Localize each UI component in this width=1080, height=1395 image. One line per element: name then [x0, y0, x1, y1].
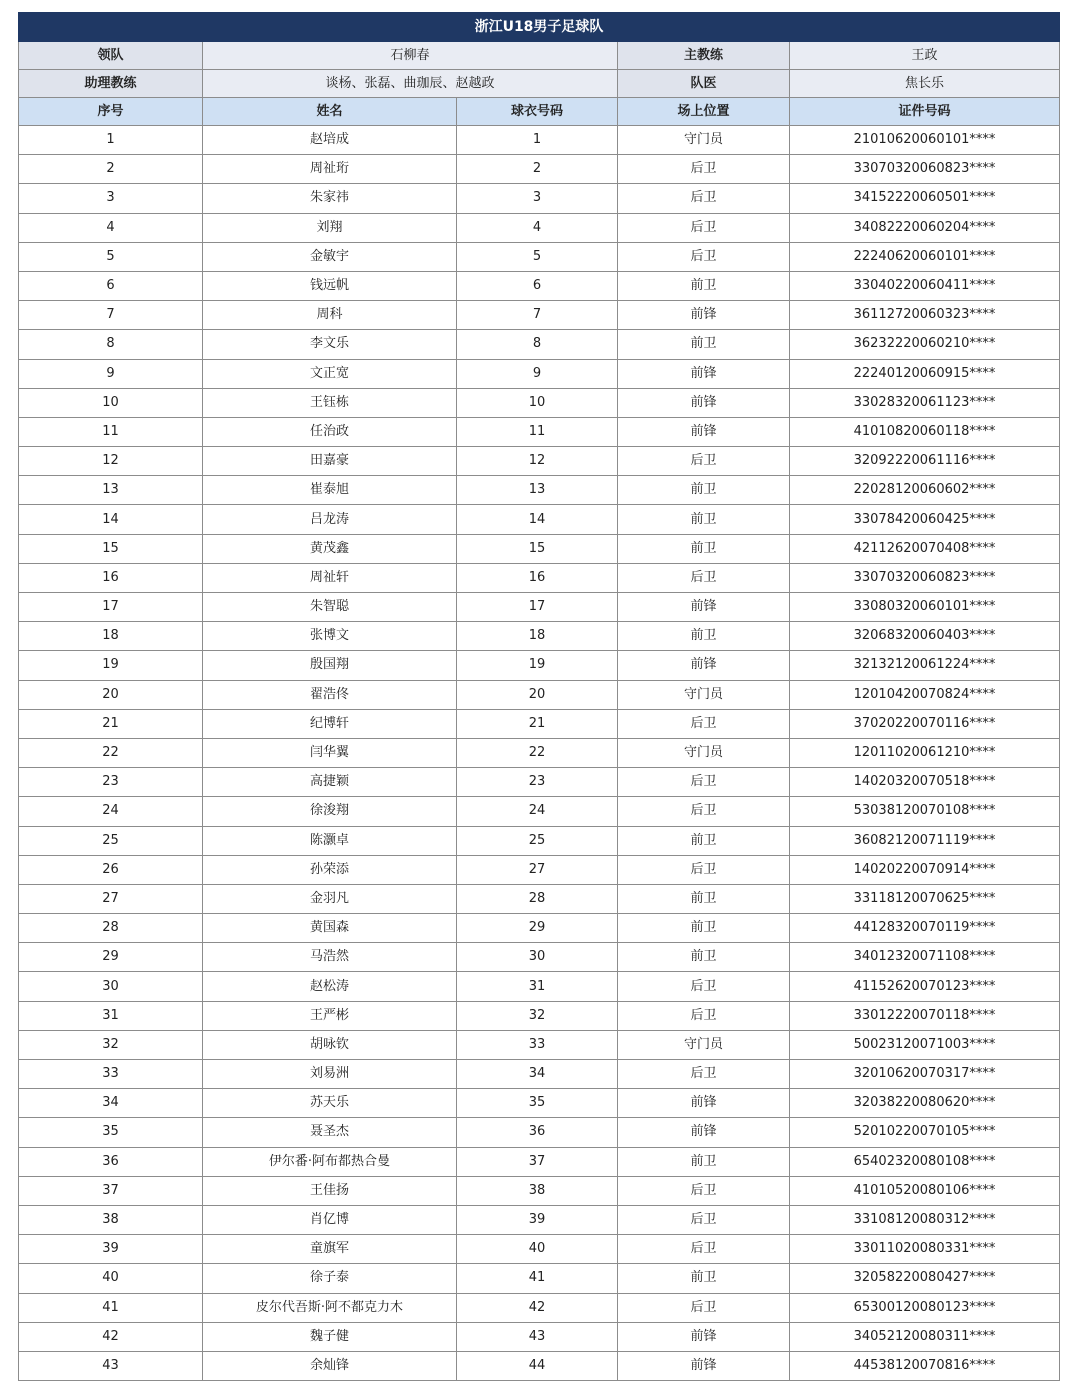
cell-jersey: 21: [457, 709, 618, 738]
table-row: [19, 301, 1060, 330]
cell-name: 金羽凡: [203, 884, 457, 913]
cell-jersey: 31: [457, 972, 618, 1001]
table-title: 浙江U18男子足球队: [19, 13, 1060, 42]
cell-index: 40: [19, 1264, 203, 1293]
cell-name: 孙荣添: [203, 855, 457, 884]
cell-name: 胡咏钦: [203, 1030, 457, 1059]
table-row: [19, 943, 1060, 972]
cell-position: 守门员: [618, 738, 790, 767]
cell-name: 陈灏卓: [203, 826, 457, 855]
cell-name: 徐浚翔: [203, 797, 457, 826]
cell-position: 前卫: [618, 534, 790, 563]
cell-name: 朱家祎: [203, 184, 457, 213]
cell-name: 徐子泰: [203, 1264, 457, 1293]
head-coach-value: 王政: [790, 42, 1060, 70]
cell-id-number: 33080320060101****: [790, 593, 1060, 622]
cell-jersey: 33: [457, 1030, 618, 1059]
cell-id-number: 36232220060210****: [790, 330, 1060, 359]
table-row: [19, 738, 1060, 767]
table-row: [19, 651, 1060, 680]
cell-position: 前卫: [618, 943, 790, 972]
table-row: [19, 563, 1060, 592]
cell-index: 31: [19, 1001, 203, 1030]
table-row: [19, 1264, 1060, 1293]
table-row: [19, 184, 1060, 213]
cell-jersey: 9: [457, 359, 618, 388]
doctor-label: 队医: [618, 70, 790, 98]
cell-index: 12: [19, 447, 203, 476]
table-row: [19, 1060, 1060, 1089]
cell-index: 3: [19, 184, 203, 213]
cell-position: 前卫: [618, 1264, 790, 1293]
cell-id-number: 65300120080123****: [790, 1293, 1060, 1322]
cell-name: 皮尔代吾斯·阿不都克力木: [203, 1293, 457, 1322]
table-row: [19, 797, 1060, 826]
cell-position: 前卫: [618, 914, 790, 943]
col-header-name: 姓名: [203, 98, 457, 126]
cell-jersey: 25: [457, 826, 618, 855]
cell-jersey: 8: [457, 330, 618, 359]
cell-name: 朱智聪: [203, 593, 457, 622]
cell-name: 周祉珩: [203, 155, 457, 184]
table-row: [19, 1322, 1060, 1351]
cell-id-number: 12011020061210****: [790, 738, 1060, 767]
cell-position: 后卫: [618, 1293, 790, 1322]
table-row: [19, 1089, 1060, 1118]
cell-jersey: 41: [457, 1264, 618, 1293]
cell-id-number: 22240620060101****: [790, 242, 1060, 271]
table-row: [19, 1235, 1060, 1264]
staff-row-assistant: [19, 70, 1060, 98]
cell-name: 纪博轩: [203, 709, 457, 738]
cell-id-number: 34052120080311****: [790, 1322, 1060, 1351]
table-row: [19, 680, 1060, 709]
cell-id-number: 44128320070119****: [790, 914, 1060, 943]
assistant-value: 谈杨、张磊、曲珈辰、赵越政: [203, 70, 618, 98]
table-row: [19, 242, 1060, 271]
cell-name: 文正宽: [203, 359, 457, 388]
table-row: [19, 330, 1060, 359]
cell-id-number: 36112720060323****: [790, 301, 1060, 330]
column-header-row: [19, 98, 1060, 126]
head-coach-label: 主教练: [618, 42, 790, 70]
staff-row-leader: [19, 42, 1060, 70]
cell-index: 17: [19, 593, 203, 622]
cell-index: 8: [19, 330, 203, 359]
cell-position: 后卫: [618, 242, 790, 271]
cell-position: 前卫: [618, 1147, 790, 1176]
leader-value: 石柳春: [203, 42, 618, 70]
cell-jersey: 6: [457, 271, 618, 300]
cell-position: 前卫: [618, 622, 790, 651]
cell-id-number: 41010520080106****: [790, 1176, 1060, 1205]
table-row: [19, 914, 1060, 943]
table-row: [19, 417, 1060, 446]
cell-position: 前锋: [618, 359, 790, 388]
cell-name: 闫华翼: [203, 738, 457, 767]
table-row: [19, 1176, 1060, 1205]
cell-position: 后卫: [618, 768, 790, 797]
cell-jersey: 36: [457, 1118, 618, 1147]
cell-id-number: 33118120070625****: [790, 884, 1060, 913]
cell-index: 30: [19, 972, 203, 1001]
cell-position: 前锋: [618, 301, 790, 330]
cell-jersey: 1: [457, 126, 618, 155]
cell-jersey: 35: [457, 1089, 618, 1118]
cell-id-number: 37020220070116****: [790, 709, 1060, 738]
cell-name: 殷国翔: [203, 651, 457, 680]
table-row: [19, 855, 1060, 884]
cell-position: 后卫: [618, 1235, 790, 1264]
cell-id-number: 44538120070816****: [790, 1351, 1060, 1380]
cell-id-number: 65402320080108****: [790, 1147, 1060, 1176]
cell-index: 1: [19, 126, 203, 155]
title-row: [19, 13, 1060, 42]
col-header-position: 场上位置: [618, 98, 790, 126]
cell-id-number: 33108120080312****: [790, 1205, 1060, 1234]
table-row: [19, 709, 1060, 738]
cell-jersey: 19: [457, 651, 618, 680]
cell-position: 前锋: [618, 1322, 790, 1351]
cell-id-number: 53038120070108****: [790, 797, 1060, 826]
cell-jersey: 14: [457, 505, 618, 534]
cell-index: 15: [19, 534, 203, 563]
roster-body: [19, 13, 1060, 1381]
cell-id-number: 41152620070123****: [790, 972, 1060, 1001]
cell-position: 守门员: [618, 126, 790, 155]
table-row: [19, 826, 1060, 855]
table-row: [19, 213, 1060, 242]
cell-position: 后卫: [618, 1001, 790, 1030]
cell-position: 前锋: [618, 388, 790, 417]
table-row: [19, 622, 1060, 651]
cell-jersey: 22: [457, 738, 618, 767]
cell-name: 钱远帆: [203, 271, 457, 300]
cell-id-number: 33070320060823****: [790, 155, 1060, 184]
cell-jersey: 11: [457, 417, 618, 446]
cell-index: 24: [19, 797, 203, 826]
cell-name: 黄国森: [203, 914, 457, 943]
cell-id-number: 22240120060915****: [790, 359, 1060, 388]
cell-name: 周祉轩: [203, 563, 457, 592]
cell-id-number: 32010620070317****: [790, 1060, 1060, 1089]
cell-index: 35: [19, 1118, 203, 1147]
table-row: [19, 534, 1060, 563]
table-row: [19, 271, 1060, 300]
cell-name: 赵松涛: [203, 972, 457, 1001]
cell-jersey: 18: [457, 622, 618, 651]
cell-index: 32: [19, 1030, 203, 1059]
cell-index: 34: [19, 1089, 203, 1118]
col-header-jersey: 球衣号码: [457, 98, 618, 126]
cell-id-number: 32068320060403****: [790, 622, 1060, 651]
cell-id-number: 14020320070518****: [790, 768, 1060, 797]
cell-jersey: 40: [457, 1235, 618, 1264]
cell-position: 后卫: [618, 797, 790, 826]
table-row: [19, 972, 1060, 1001]
cell-id-number: 33012220070118****: [790, 1001, 1060, 1030]
cell-index: 23: [19, 768, 203, 797]
cell-name: 马浩然: [203, 943, 457, 972]
cell-name: 魏子健: [203, 1322, 457, 1351]
cell-jersey: 38: [457, 1176, 618, 1205]
table-row: [19, 1030, 1060, 1059]
cell-name: 伊尔番·阿布都热合曼: [203, 1147, 457, 1176]
cell-position: 后卫: [618, 184, 790, 213]
cell-id-number: 22028120060602****: [790, 476, 1060, 505]
cell-jersey: 12: [457, 447, 618, 476]
cell-jersey: 20: [457, 680, 618, 709]
cell-index: 5: [19, 242, 203, 271]
cell-name: 聂圣杰: [203, 1118, 457, 1147]
cell-index: 22: [19, 738, 203, 767]
cell-jersey: 5: [457, 242, 618, 271]
col-header-id: 证件号码: [790, 98, 1060, 126]
cell-id-number: 33028320061123****: [790, 388, 1060, 417]
table-row: [19, 359, 1060, 388]
table-row: [19, 1351, 1060, 1380]
cell-id-number: 33011020080331****: [790, 1235, 1060, 1264]
cell-name: 赵培成: [203, 126, 457, 155]
cell-name: 肖亿博: [203, 1205, 457, 1234]
cell-index: 26: [19, 855, 203, 884]
table-row: [19, 884, 1060, 913]
cell-index: 28: [19, 914, 203, 943]
cell-jersey: 43: [457, 1322, 618, 1351]
cell-jersey: 30: [457, 943, 618, 972]
cell-name: 王钰栋: [203, 388, 457, 417]
cell-position: 守门员: [618, 1030, 790, 1059]
cell-position: 前锋: [618, 1089, 790, 1118]
cell-jersey: 16: [457, 563, 618, 592]
cell-name: 李文乐: [203, 330, 457, 359]
cell-position: 后卫: [618, 447, 790, 476]
table-row: [19, 768, 1060, 797]
cell-index: 27: [19, 884, 203, 913]
cell-position: 后卫: [618, 855, 790, 884]
cell-name: 黄茂鑫: [203, 534, 457, 563]
table-row: [19, 126, 1060, 155]
cell-id-number: 33078420060425****: [790, 505, 1060, 534]
cell-jersey: 27: [457, 855, 618, 884]
cell-jersey: 3: [457, 184, 618, 213]
cell-index: 14: [19, 505, 203, 534]
cell-jersey: 23: [457, 768, 618, 797]
cell-index: 19: [19, 651, 203, 680]
table-row: [19, 505, 1060, 534]
cell-index: 11: [19, 417, 203, 446]
cell-name: 田嘉豪: [203, 447, 457, 476]
cell-name: 王佳扬: [203, 1176, 457, 1205]
cell-index: 4: [19, 213, 203, 242]
cell-position: 后卫: [618, 709, 790, 738]
table-row: [19, 1205, 1060, 1234]
cell-position: 前锋: [618, 417, 790, 446]
assistant-label: 助理教练: [19, 70, 203, 98]
cell-id-number: 34012320071108****: [790, 943, 1060, 972]
cell-position: 后卫: [618, 1176, 790, 1205]
table-row: [19, 1118, 1060, 1147]
cell-id-number: 34152220060501****: [790, 184, 1060, 213]
table-row: [19, 1001, 1060, 1030]
cell-index: 33: [19, 1060, 203, 1089]
cell-position: 后卫: [618, 563, 790, 592]
cell-jersey: 44: [457, 1351, 618, 1380]
table-row: [19, 593, 1060, 622]
cell-jersey: 24: [457, 797, 618, 826]
cell-index: 13: [19, 476, 203, 505]
cell-name: 周科: [203, 301, 457, 330]
cell-position: 前卫: [618, 884, 790, 913]
cell-id-number: 36082120071119****: [790, 826, 1060, 855]
cell-position: 前卫: [618, 476, 790, 505]
cell-jersey: 2: [457, 155, 618, 184]
cell-index: 25: [19, 826, 203, 855]
table-row: [19, 1147, 1060, 1176]
cell-jersey: 29: [457, 914, 618, 943]
cell-id-number: 32132120061224****: [790, 651, 1060, 680]
cell-jersey: 7: [457, 301, 618, 330]
cell-position: 后卫: [618, 1060, 790, 1089]
cell-name: 王严彬: [203, 1001, 457, 1030]
cell-id-number: 42112620070408****: [790, 534, 1060, 563]
cell-id-number: 21010620060101****: [790, 126, 1060, 155]
cell-id-number: 14020220070914****: [790, 855, 1060, 884]
cell-id-number: 12010420070824****: [790, 680, 1060, 709]
cell-index: 41: [19, 1293, 203, 1322]
cell-name: 任治政: [203, 417, 457, 446]
cell-position: 前锋: [618, 651, 790, 680]
cell-index: 36: [19, 1147, 203, 1176]
cell-index: 20: [19, 680, 203, 709]
cell-position: 后卫: [618, 213, 790, 242]
cell-index: 9: [19, 359, 203, 388]
cell-jersey: 4: [457, 213, 618, 242]
cell-name: 苏天乐: [203, 1089, 457, 1118]
cell-name: 童旗军: [203, 1235, 457, 1264]
cell-id-number: 34082220060204****: [790, 213, 1060, 242]
cell-position: 前锋: [618, 1118, 790, 1147]
cell-id-number: 32058220080427****: [790, 1264, 1060, 1293]
cell-name: 余灿锋: [203, 1351, 457, 1380]
cell-index: 21: [19, 709, 203, 738]
cell-id-number: 32038220080620****: [790, 1089, 1060, 1118]
cell-position: 前卫: [618, 826, 790, 855]
cell-name: 翟浩佟: [203, 680, 457, 709]
cell-index: 39: [19, 1235, 203, 1264]
cell-index: 42: [19, 1322, 203, 1351]
cell-index: 29: [19, 943, 203, 972]
cell-position: 后卫: [618, 155, 790, 184]
table-row: [19, 388, 1060, 417]
cell-id-number: 33070320060823****: [790, 563, 1060, 592]
cell-jersey: 28: [457, 884, 618, 913]
cell-position: 前锋: [618, 1351, 790, 1380]
cell-index: 6: [19, 271, 203, 300]
cell-id-number: 52010220070105****: [790, 1118, 1060, 1147]
cell-index: 37: [19, 1176, 203, 1205]
table-row: [19, 155, 1060, 184]
cell-name: 吕龙涛: [203, 505, 457, 534]
cell-jersey: 37: [457, 1147, 618, 1176]
cell-position: 前锋: [618, 593, 790, 622]
cell-jersey: 13: [457, 476, 618, 505]
cell-index: 7: [19, 301, 203, 330]
cell-id-number: 41010820060118****: [790, 417, 1060, 446]
cell-position: 后卫: [618, 972, 790, 1001]
cell-position: 前卫: [618, 330, 790, 359]
table-row: [19, 1293, 1060, 1322]
cell-name: 金敏宇: [203, 242, 457, 271]
cell-position: 前卫: [618, 505, 790, 534]
table-row: [19, 447, 1060, 476]
cell-name: 刘翔: [203, 213, 457, 242]
cell-index: 38: [19, 1205, 203, 1234]
cell-position: 前卫: [618, 271, 790, 300]
table-row: [19, 476, 1060, 505]
cell-position: 后卫: [618, 1205, 790, 1234]
doctor-value: 焦长乐: [790, 70, 1060, 98]
cell-name: 刘易洲: [203, 1060, 457, 1089]
cell-index: 43: [19, 1351, 203, 1380]
cell-name: 张博文: [203, 622, 457, 651]
cell-index: 10: [19, 388, 203, 417]
cell-jersey: 15: [457, 534, 618, 563]
cell-id-number: 50023120071003****: [790, 1030, 1060, 1059]
roster-table: [18, 12, 1060, 1381]
cell-id-number: 32092220061116****: [790, 447, 1060, 476]
cell-jersey: 32: [457, 1001, 618, 1030]
cell-jersey: 42: [457, 1293, 618, 1322]
cell-position: 守门员: [618, 680, 790, 709]
cell-name: 崔泰旭: [203, 476, 457, 505]
cell-jersey: 34: [457, 1060, 618, 1089]
cell-name: 高捷颖: [203, 768, 457, 797]
cell-jersey: 39: [457, 1205, 618, 1234]
cell-id-number: 33040220060411****: [790, 271, 1060, 300]
cell-jersey: 10: [457, 388, 618, 417]
cell-index: 2: [19, 155, 203, 184]
col-header-index: 序号: [19, 98, 203, 126]
leader-label: 领队: [19, 42, 203, 70]
cell-index: 16: [19, 563, 203, 592]
cell-jersey: 17: [457, 593, 618, 622]
cell-index: 18: [19, 622, 203, 651]
